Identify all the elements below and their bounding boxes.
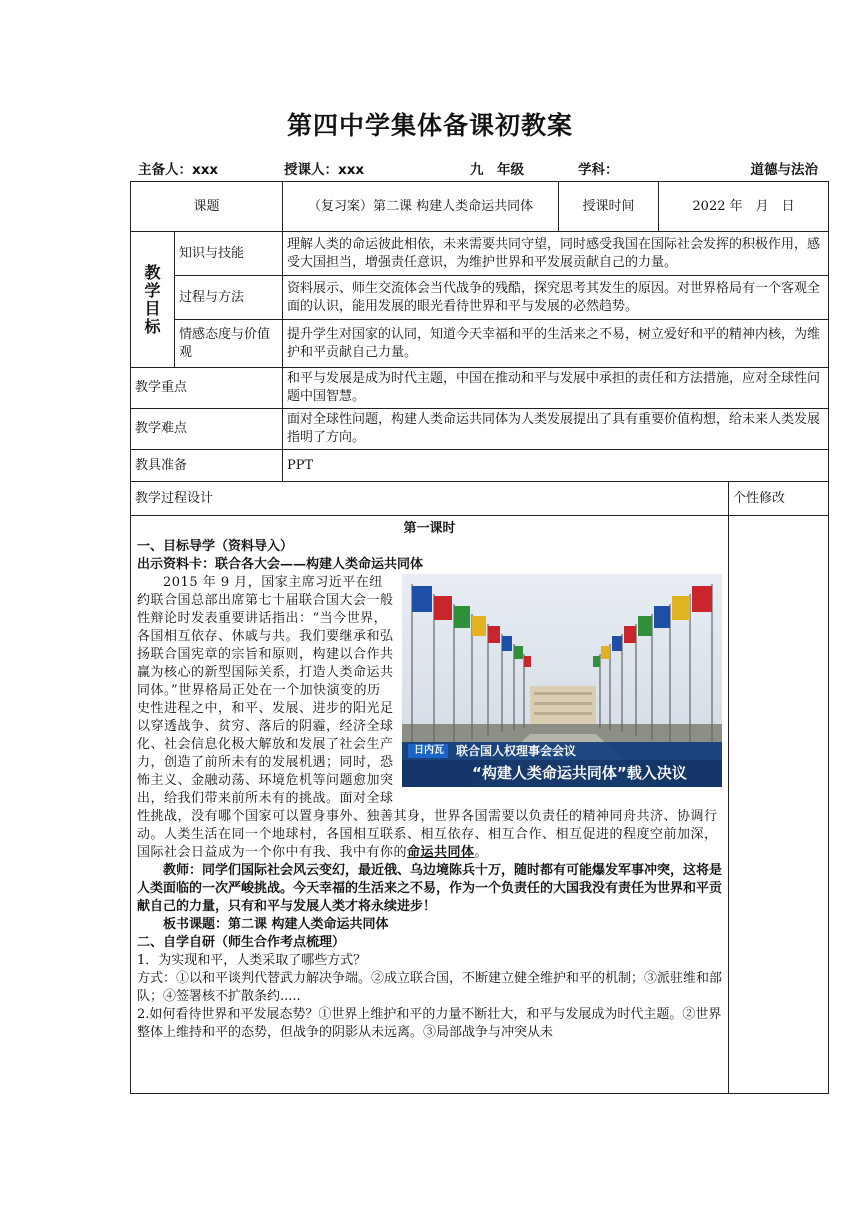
- time-label: 授课时间: [559, 182, 659, 232]
- revise-label: 个性修改: [729, 482, 829, 516]
- key-text: 和平与发展是成为时代主题，中国在推动和平与发展中承担的责任和方法措施，应对全球性问题中国智慧。: [283, 368, 829, 409]
- question-2: 2.如何看待世界和平发展态势？①世界上维护和平的力量不断壮大，和平与发展成为时代主题。②世界整体上维持和平的态势，但战争的阴影从未远离。③局部战争与冲突从未: [137, 1007, 722, 1040]
- preparer: 主备人：xxx: [138, 162, 219, 178]
- topic-value: （复习案）第二课 构建人类命运共同体: [283, 182, 559, 232]
- goals-label: 教 学 目 标: [131, 232, 175, 368]
- un-flags-photo: [402, 574, 722, 787]
- section-1-heading: 一、目标导学（资料导入）: [137, 539, 294, 554]
- goal-text-knowledge: 理解人类的命运彼此相依，未来需要共同守望，同时感受我国在国际社会发挥的积极作用，感受大国担当，增强责任意识，为维护世界和平发展贡献自己的力量。: [283, 232, 829, 276]
- question-1: 1．为实现和平，人类采取了哪些方式？: [137, 953, 367, 968]
- process-label: 教学过程设计: [131, 482, 729, 516]
- tools-label: 教具准备: [131, 450, 283, 482]
- tools-value: PPT: [283, 450, 829, 482]
- goal-label-process: 过程与方法: [175, 276, 283, 320]
- goal-label-knowledge: 知识与技能: [175, 232, 283, 276]
- difficult-text: 面对全球性问题，构建人类命运共同体为人类发展提出了具有重要价值构想，给未来人类发展指明了方向。: [283, 409, 829, 450]
- teacher-paragraph: 教师：同学们国际社会风云变幻，最近俄、乌边境陈兵十万，随时都有可能爆发军事冲突，这将是人类面临的一次严峻挑战。今天幸福的生活来之不易，作为一个负责任的大国我没有责任为世界和平贡献自己的力量，只有和平与发展人类才将永续进步！: [137, 863, 723, 914]
- time-value: 2022 年 月 日: [659, 182, 829, 232]
- material-paragraph: 2015 年 9 月，国家主席习近平在纽约联合国总部出席第七十届联合国大会一般性辩论时发表重要讲话指出：“当今世界，各国相互依存、休戚与共。我们要继承和弘扬联合国宪章的宗旨和原则，构建以合作共赢为核心的新型国际关系，打造人类命运共同体。”世界格局正处在一个加快演变的历史性进程之中，和平、发展、进步的阳光足以穿透战争、贫穷、落后的阴霾，经济全球化、社会信息化极大解放和发展了社会生产力，创造了前所未有的发展机遇；同时，恐怖主义、金融动荡、环境危机等问题愈加突出，给我们带来前所未有的挑战。面对全球性挑战，没有哪个国家可以置身事外、独善其身，世界各国需要以负责任的精神同舟共济、协调行动。人类生活在同一个地球村，各国相互联系、相互依存、相互合作、相互促进的程度空前加深，国际社会日益成为一个你中有我、我中有你的命运共同体。: [137, 575, 718, 860]
- lesson-title: 第一课时: [403, 521, 456, 536]
- goal-label-emotion: 情感态度与价值观: [175, 320, 283, 368]
- lesson-plan-table: [130, 181, 829, 1094]
- grade: 九 年级: [470, 162, 524, 178]
- goal-text-process: 资料展示、师生交流体会当代战争的残酷，探究思考其发生的原因。对世界格局有一个客观全面的认识，能用发展的眼光看待世界和平与发展的必然趋势。: [283, 276, 829, 320]
- topic-label: 课题: [131, 182, 283, 232]
- page-title: 第四中学集体备课初教案: [286, 111, 573, 140]
- photo-logo: 日内瓦: [414, 745, 445, 756]
- difficult-label: 教学难点: [131, 409, 283, 450]
- section-2-heading: 二、自学自研（师生合作考点梳理）: [137, 935, 346, 950]
- answer-1: 方式：①以和平谈判代替武力解决争端。②成立联合国，不断建立健全维护和平的机制；③派驻维和部队；④签署核不扩散条约.....: [137, 971, 723, 1004]
- subject-label: 学科：: [578, 162, 619, 178]
- process-content: [131, 516, 729, 1094]
- header-meta: [138, 158, 818, 178]
- photo-caption-big: “构建人类命运共同体”载入决议: [472, 764, 687, 782]
- goal-text-emotion: 提升学生对国家的认同，知道今天幸福和平的生活来之不易，树立爱好和平的精神内核，为维护和平贡献自己力量。: [283, 320, 829, 368]
- revise-column: [729, 516, 829, 1094]
- board-title: 板书课题：第二课 构建人类命运共同体: [163, 917, 389, 932]
- key-label: 教学重点: [131, 368, 283, 409]
- card-title: 出示资料卡：联合各大会——构建人类命运共同体: [137, 557, 424, 572]
- emphasis-community: 命运共同体: [407, 845, 475, 860]
- photo-caption-small: 联合国人权理事会会议: [456, 744, 577, 758]
- subject-value: 道德与法治: [750, 162, 818, 178]
- teacher: 授课人：xxx: [284, 162, 365, 178]
